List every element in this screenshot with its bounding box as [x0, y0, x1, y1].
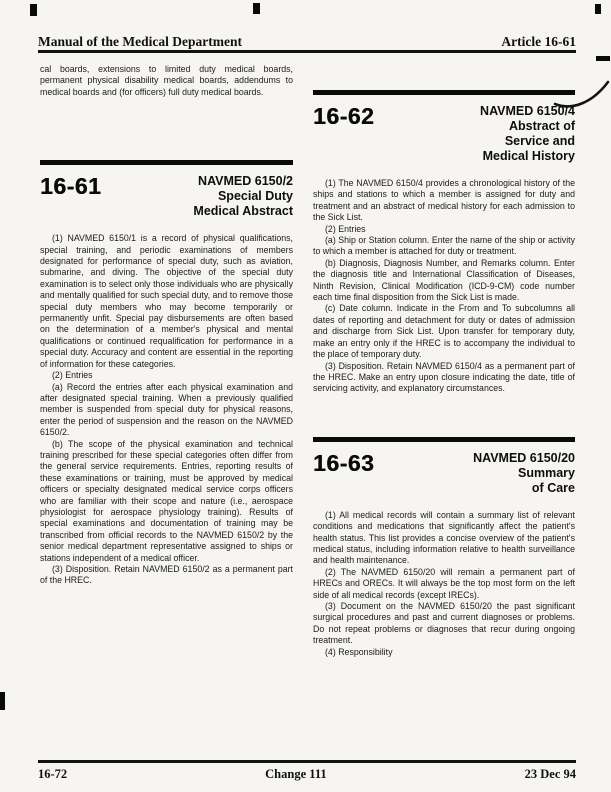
paragraph: (1) All medical records will contain a summary list of relevant conditions and medications that significantly affect the patient's health status. This list provides a concise overview of the patient's medical status, including information relative to health surveillance and health maintenance. — [313, 509, 575, 566]
paragraph: (3) Disposition. Retain NAVMED 6150/2 as a permanent part of the HREC. — [40, 564, 293, 586]
section-title-line: of Care — [531, 480, 575, 495]
left-column — [40, 64, 293, 587]
section-title — [193, 174, 293, 219]
scan-mark-top-middle — [253, 3, 260, 14]
section-16-63 — [313, 437, 575, 658]
scan-mark-left-edge — [0, 692, 5, 710]
footer-change-number: Change 111 — [265, 767, 327, 781]
section-title-line: NAVMED 6150/2 — [198, 174, 293, 189]
section-title-line: Service and — [504, 134, 575, 148]
paragraph: (c) Date column. Indicate in the From and To subcolumns all dates of reporting and detachment for duty or dates of admission and discharge from Sick List. Upon transfer for temporary duty, make an entry only if the HREC is to accompany the individual to the place of temporary duty. — [313, 303, 575, 360]
section-title-line: NAVMED 6150/20 — [473, 450, 575, 465]
paragraph: (3) Document on the NAVMED 6150/20 the past significant surgical procedures and past and current diagnoses or problems. Do not repeat problems or diagnoses that recur during ongoing treatment. — [313, 600, 575, 646]
section-title — [473, 451, 575, 496]
paragraph: (3) Disposition. Retain NAVMED 6150/4 as a permanent part of the HREC. Make an entry upon closure indicating the date, title of servicing activity, and explanatory circumstances. — [313, 360, 575, 394]
section-16-61 — [40, 160, 293, 587]
paragraph: (1) NAVMED 6150/1 is a record of physical qualifications, special training, and periodic examinations of members designated for performance of special duty, such as aviation, submarine, and diving. The objective of the special duty examination is to select only those individuals who are physically and mentally qualified for such special duty, and to remove those special duty members who may become temporarily or permanently unfit. Special pay disbursements are often based on the determination of a member's physical and mental qualifications or continued requalification for performance in a special duty. Accuracy and content are essential in the reporting of information for these categories. — [40, 233, 293, 369]
paragraph: (2) Entries — [52, 370, 93, 381]
footer-rule — [38, 760, 576, 763]
paragraph: (2) Entries — [325, 223, 366, 234]
section-title-line: Summary — [518, 465, 575, 480]
scan-mark-right-dash — [596, 56, 610, 61]
section-heading — [313, 104, 575, 164]
article-number: Article 16-61 — [501, 34, 576, 49]
scan-mark-top-right — [595, 4, 601, 14]
section-number: 16-63 — [313, 449, 375, 476]
section-title — [480, 104, 575, 164]
section-bar — [40, 160, 293, 165]
continuation-paragraph: cal boards, extensions to limited duty medical boards, permanent physical disability medical boards, addendums to medical boards and (for officers) full duty medical boards. — [40, 64, 293, 97]
section-number: 16-62 — [313, 103, 375, 129]
paragraph: (b) Diagnosis, Diagnosis Number, and Remarks column. Enter the diagnosis title and International Classification of Diseases, Ninth Revision, Clinical Modification (ICD-9-CM) code number each time final disposition from the Sick List is made. — [313, 257, 575, 303]
section-heading — [313, 451, 575, 496]
paragraph: (b) The scope of the physical examination and technical training prescribed for these special categories often differ from the general service requirements. Entries, reporting results of these examinations or training, must be approved by medical officers or specialty designated medical service corps officers who are familiar with their scope and nature (i.e., aerospace physiologist for aerospace physiology training). Results of special examinations and documentation of training may be transcribed from official records to the NAVMED 6150/2 by the senior medical department representative assigned to ships or stations independent of a medical officer. — [40, 438, 293, 563]
paragraph: (2) The NAVMED 6150/20 will remain a permanent part of HRECs and ORECs. It will always be the top most form on the left side of all medical records (except IRECs). — [313, 566, 575, 600]
section-title-line: Medical Abstract — [193, 204, 293, 219]
section-number: 16-61 — [40, 173, 102, 200]
section-16-62 — [313, 90, 575, 395]
page-footer — [38, 767, 576, 782]
section-title-line: Medical History — [482, 149, 575, 163]
scan-mark-top-left — [30, 4, 37, 16]
paragraph: (a) Ship or Station column. Enter the name of the ship or activity to which a member is attached for duty or treatment. — [313, 235, 575, 257]
manual-title: Manual of the Medical Department — [38, 34, 242, 49]
right-column — [313, 64, 575, 658]
section-bar — [313, 90, 575, 95]
section-heading — [40, 174, 293, 219]
section-title-line: Special Duty — [217, 189, 293, 204]
paragraph: (4) Responsibility — [325, 646, 393, 657]
section-title-line: NAVMED 6150/4 — [480, 104, 575, 118]
header-rule — [38, 50, 576, 53]
section-title-line: Abstract of — [509, 119, 575, 133]
footer-page-number: 16-72 — [38, 767, 68, 781]
footer-date: 23 Dec 94 — [524, 767, 576, 781]
paragraph: (1) The NAVMED 6150/4 provides a chronological history of the ships and stations to which a member is assigned for duty and treatment and an abstract of medical history for each admission to the Sick List. — [313, 178, 575, 223]
page-header — [38, 34, 576, 50]
paragraph: (a) Record the entries after each physical examination and after designated special training. When a previously qualified member is suspended from special duty for physical reasons, enter the period of suspension and the reason on the NAVMED 6150/2. — [40, 381, 293, 438]
section-bar — [313, 437, 575, 442]
